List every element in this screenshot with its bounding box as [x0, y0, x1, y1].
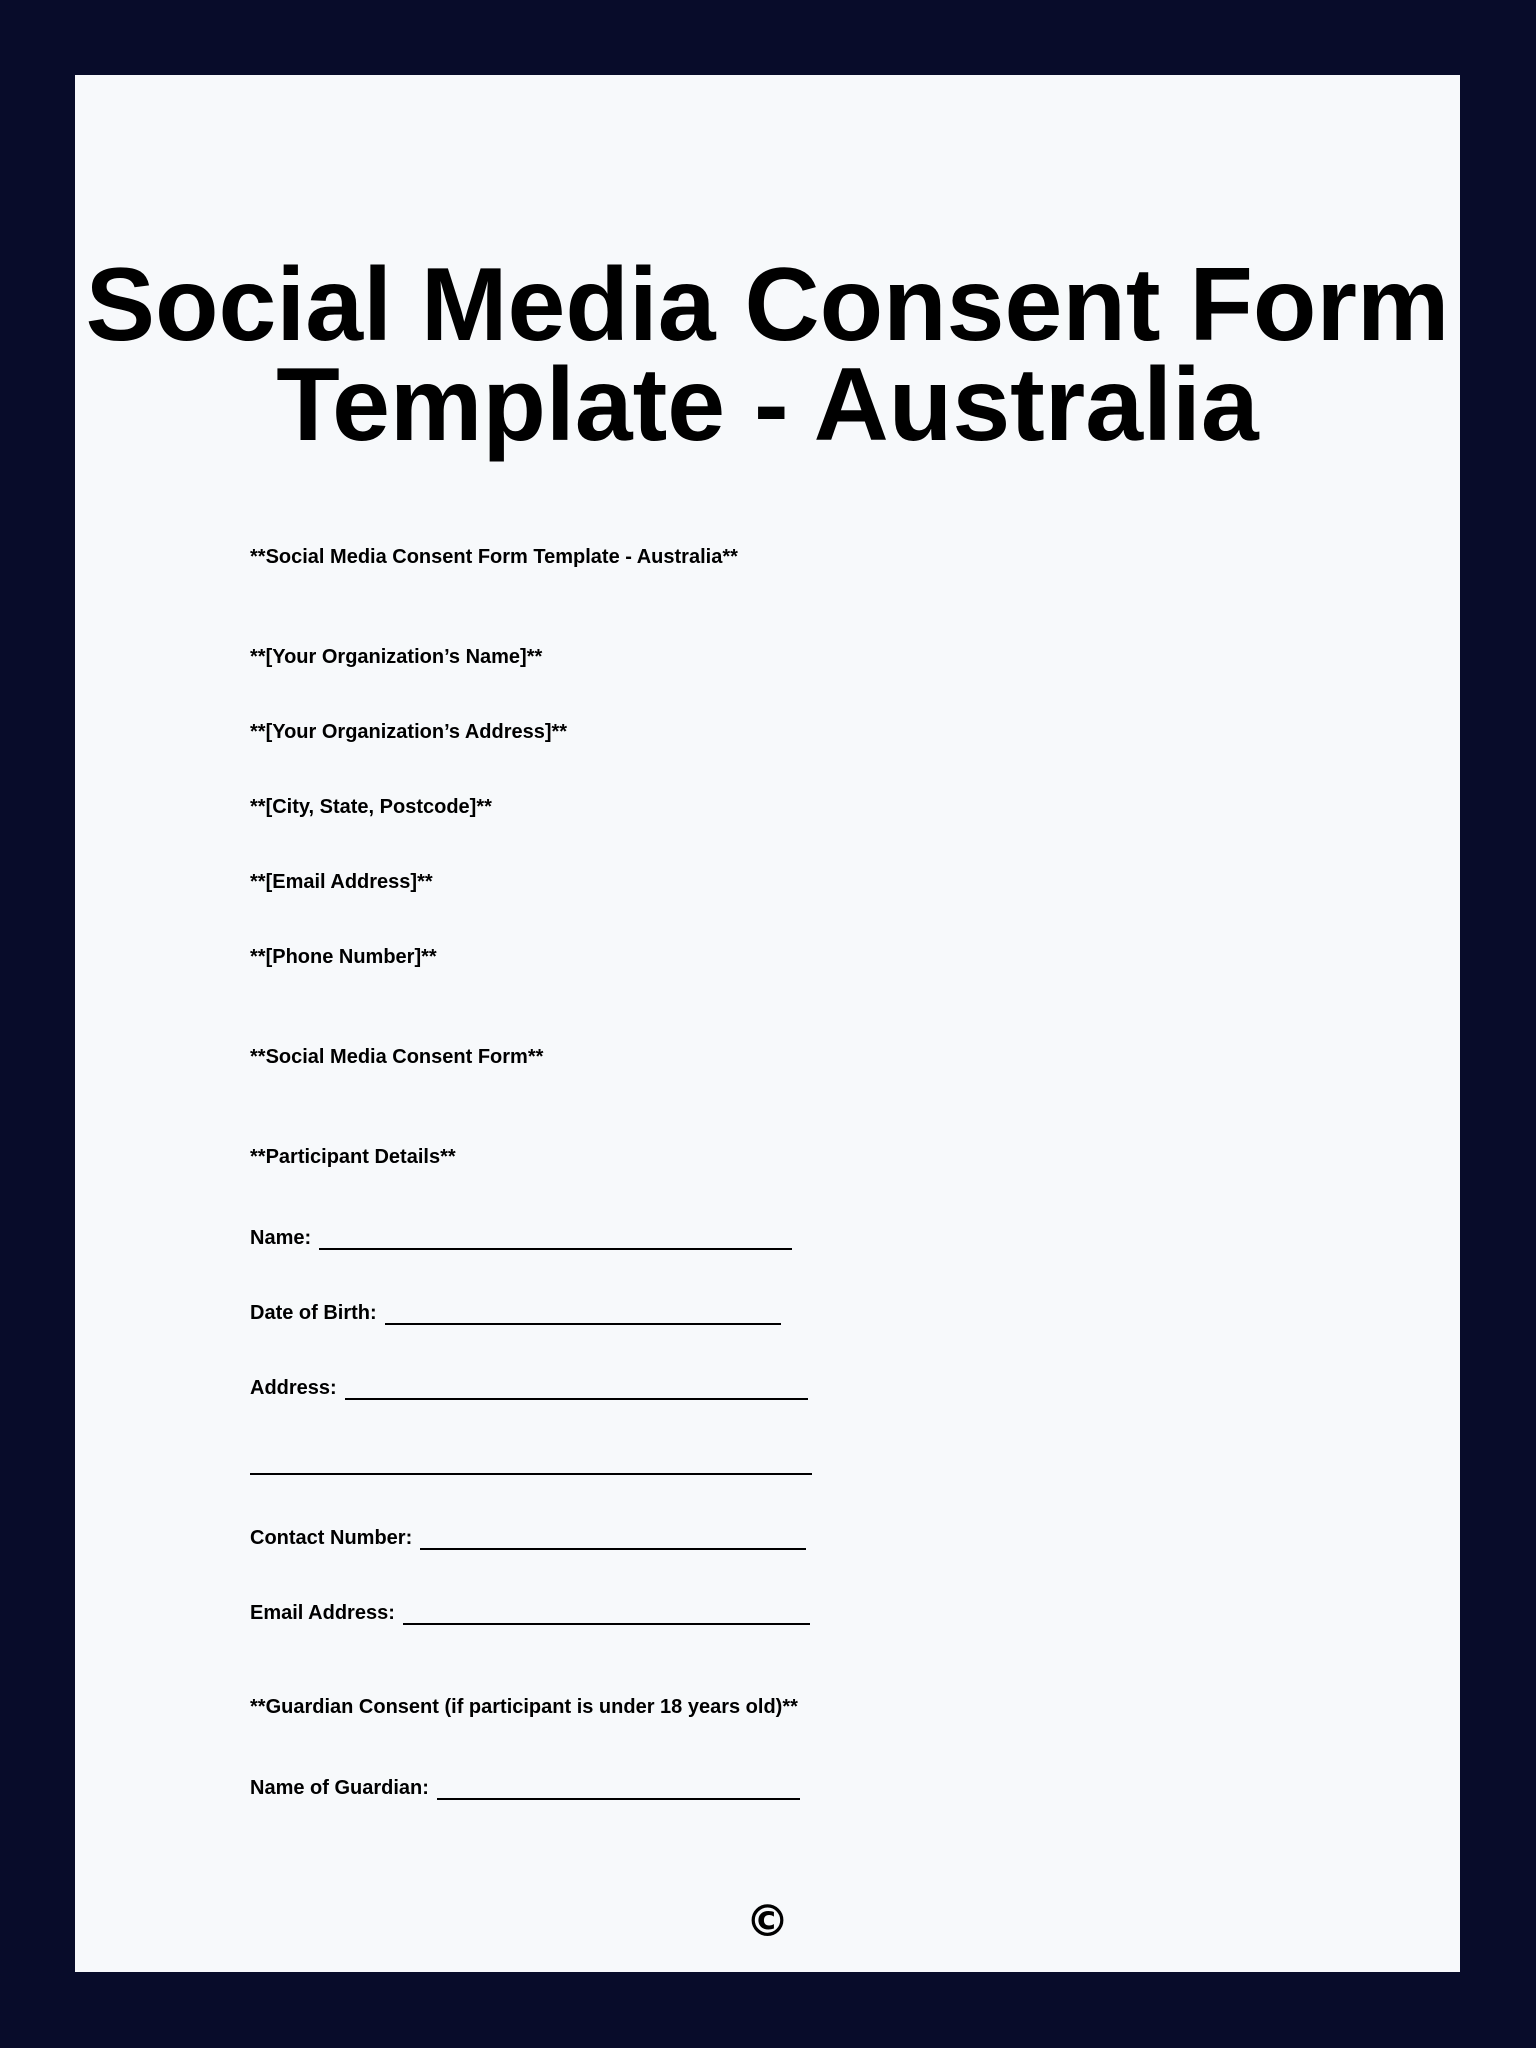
contact-field-row	[250, 1520, 806, 1550]
copyright-icon: ©	[745, 1896, 790, 1947]
org-email: **[Email Address]**	[250, 871, 433, 893]
address-line-2-field[interactable]	[250, 1451, 812, 1475]
guardian-name-row	[250, 1770, 800, 1800]
address-field-row	[250, 1370, 808, 1400]
email-field-row	[250, 1595, 810, 1625]
heading-repeat: **Social Media Consent Form Template - Australia**	[250, 546, 738, 568]
guardian-name-field[interactable]	[437, 1776, 800, 1800]
email-field[interactable]	[403, 1601, 810, 1625]
email-label: Email Address:	[250, 1602, 395, 1624]
org-name: **[Your Organization’s Name]**	[250, 646, 543, 668]
address-field[interactable]	[345, 1376, 808, 1400]
guardian-heading: **Guardian Consent (if participant is under 18 years old)**	[250, 1696, 798, 1718]
contact-field[interactable]	[420, 1526, 806, 1550]
name-label: Name:	[250, 1227, 312, 1249]
document-page	[75, 75, 1460, 1972]
name-field-row	[250, 1220, 792, 1250]
dob-field-row	[250, 1295, 781, 1325]
participant-heading: **Participant Details**	[250, 1146, 456, 1168]
dob-label: Date of Birth:	[250, 1302, 377, 1324]
org-address: **[Your Organization’s Address]**	[250, 721, 568, 743]
name-field[interactable]	[319, 1226, 792, 1250]
document-title: Social Media Consent Form Template - Australia	[85, 247, 1450, 463]
guardian-name-label: Name of Guardian:	[250, 1777, 429, 1799]
contact-label: Contact Number:	[250, 1527, 413, 1549]
dob-field[interactable]	[385, 1301, 781, 1325]
address-label: Address:	[250, 1377, 337, 1399]
form-heading: **Social Media Consent Form**	[250, 1046, 544, 1068]
address-line-2-row	[250, 1445, 812, 1469]
org-phone: **[Phone Number]**	[250, 946, 437, 968]
city-state-postcode: **[City, State, Postcode]**	[250, 796, 492, 818]
